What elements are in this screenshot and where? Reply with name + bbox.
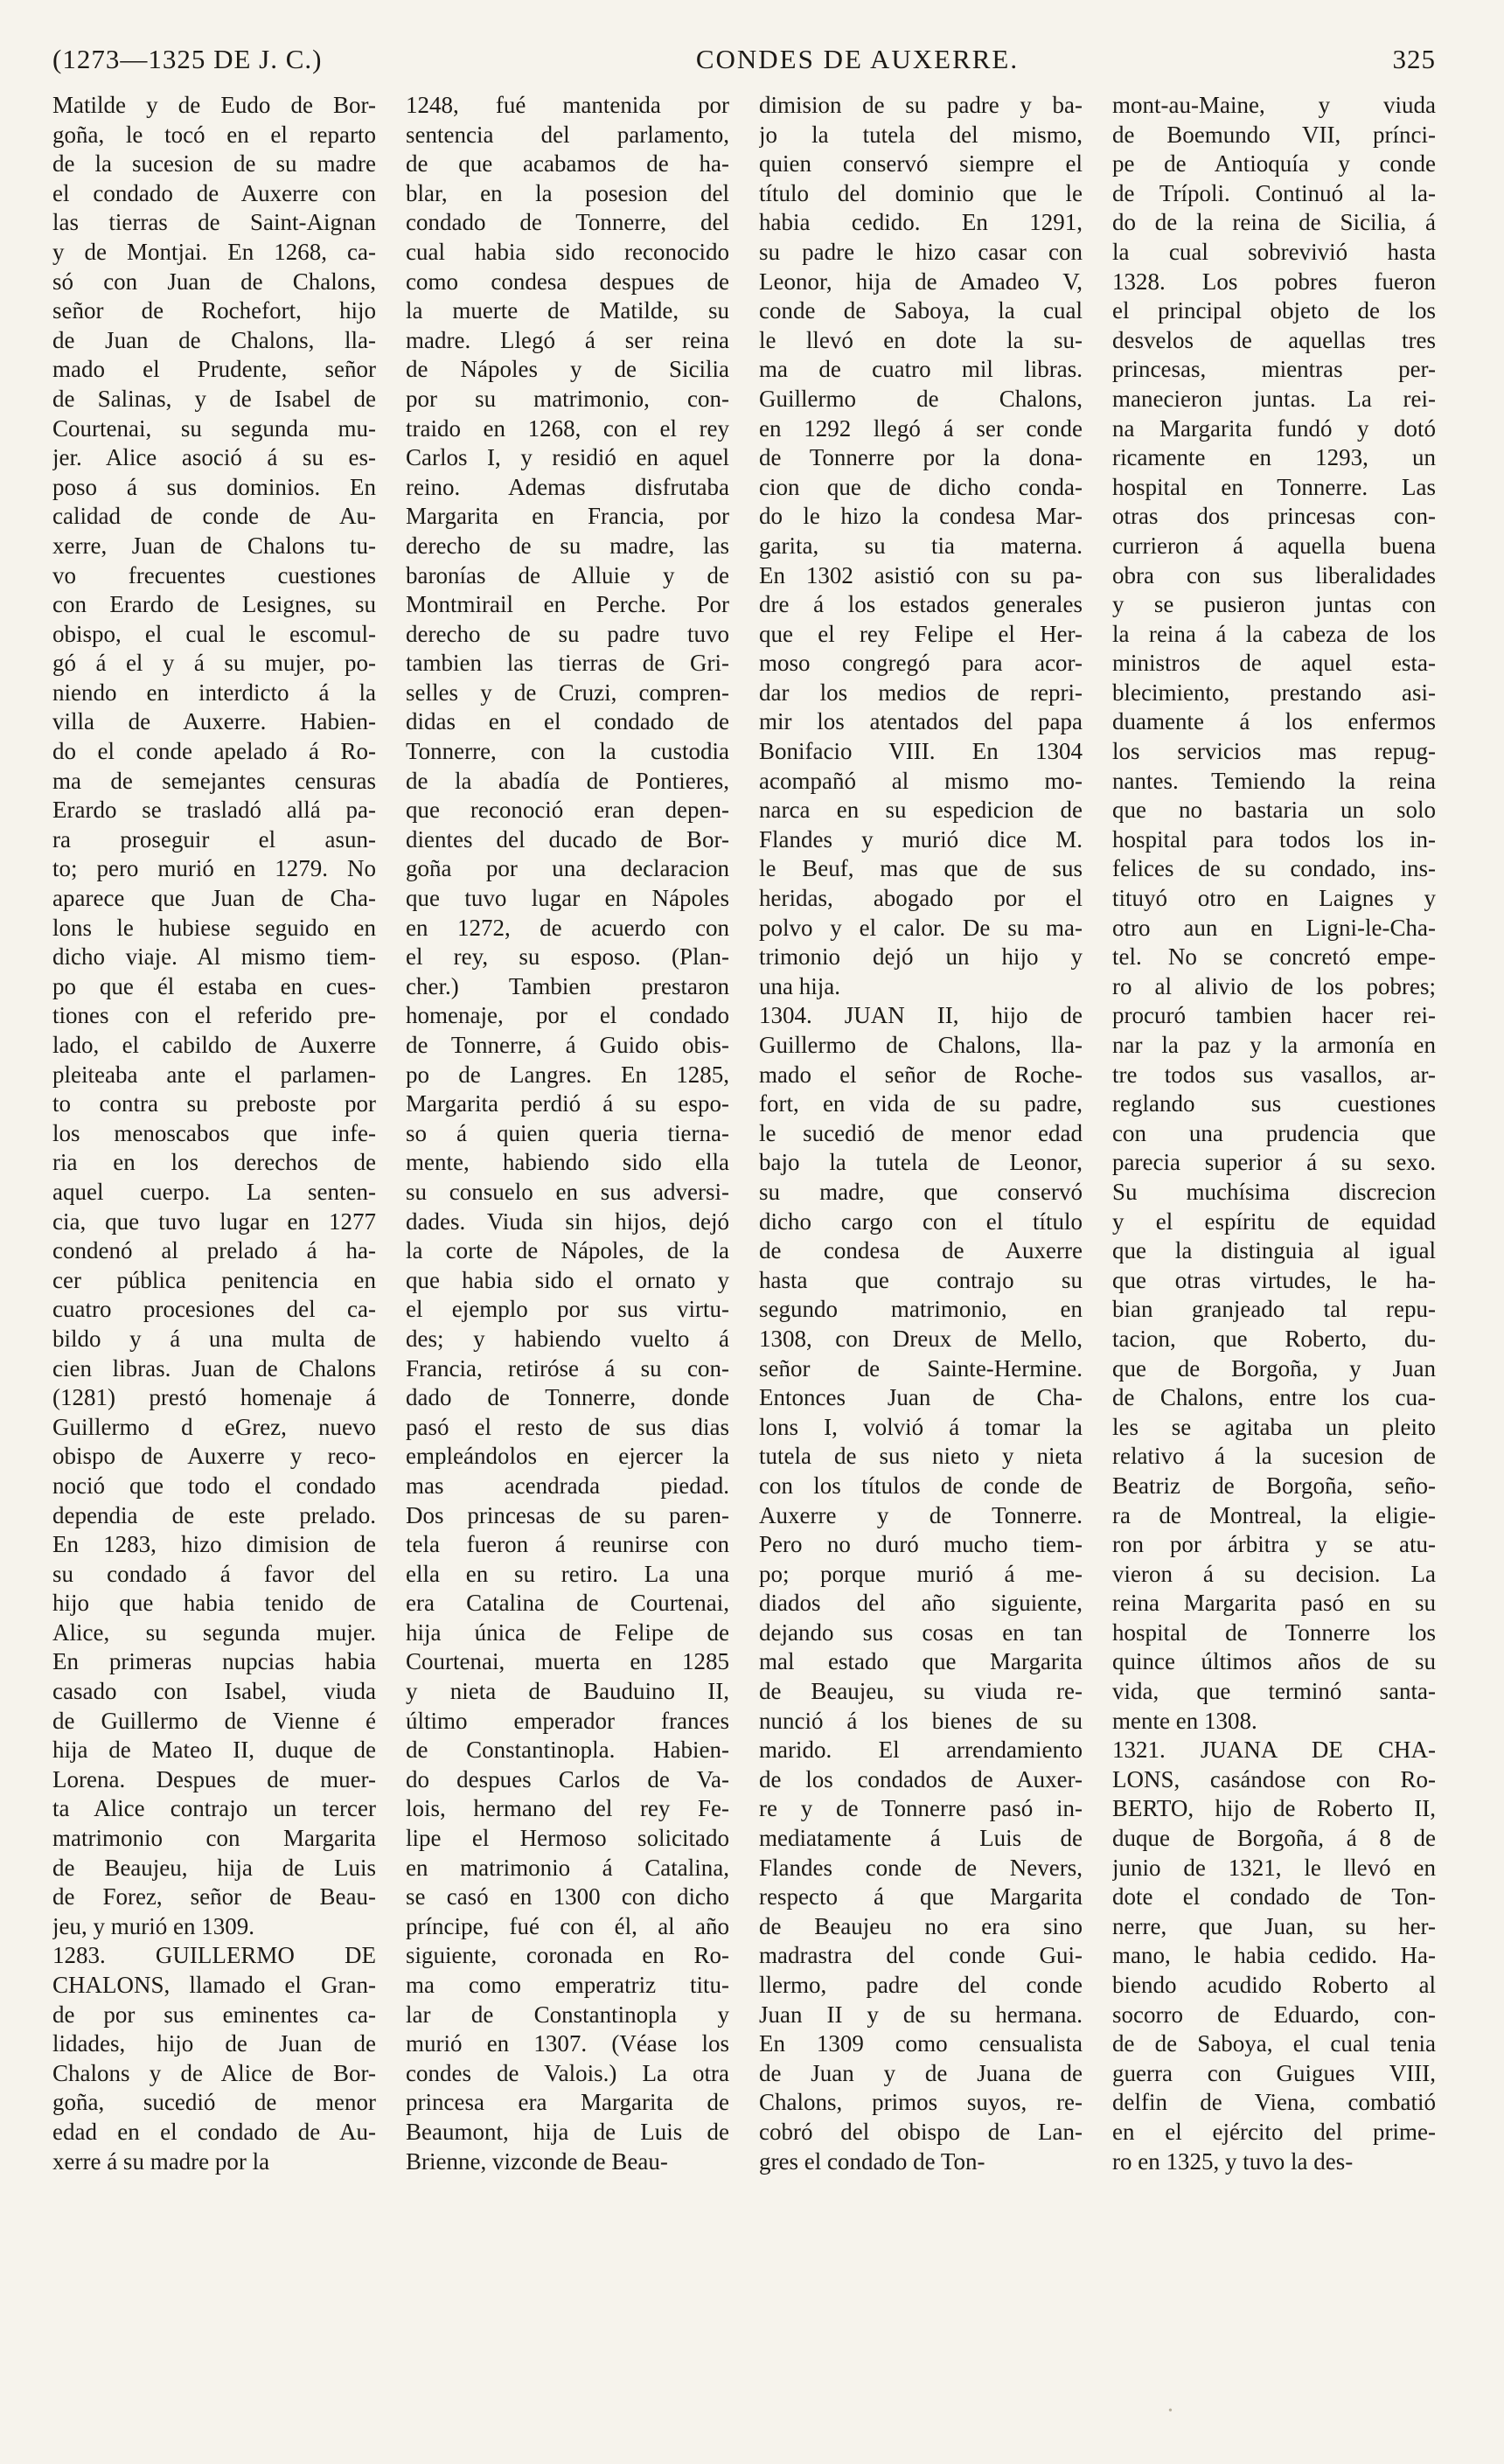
text-line: matrimonio con Margarita [52, 1825, 376, 1852]
text-line: reglando sus cuestiones [1112, 1090, 1436, 1117]
text-line: hija de Mateo II, duque de [52, 1737, 376, 1764]
text-line: to contra su preboste por [52, 1090, 376, 1117]
header-title: CONDES DE AUXERRE. [695, 44, 1020, 74]
text-line: otro aun en Ligni-le-Cha- [1112, 914, 1436, 941]
text-line: le Beuf, mas que de sus [759, 855, 1083, 882]
text-line: hospital para todos los in- [1112, 825, 1436, 853]
text-line: felices de su condado, ins- [1112, 855, 1436, 882]
text-line: las tierras de Saint-Aignan [52, 209, 376, 236]
text-line: Margarita en Francia, por [406, 503, 729, 530]
text-column-2 [406, 91, 729, 2417]
text-line: calidad de conde de Au- [52, 503, 376, 530]
text-line: dades. Viuda sin hijos, dejó [406, 1208, 729, 1235]
text-line: jer. Alice asoció á su es- [52, 444, 376, 471]
text-line: ro en 1325, y tuvo la des- [1112, 2147, 1354, 2175]
text-line: nerre, que Juan, su her- [1112, 1912, 1436, 1939]
text-line: mediatamente á Luis de [759, 1825, 1083, 1852]
text-line: acompañó al mismo mo- [759, 767, 1083, 794]
text-line: y nieta de Bauduino II, [406, 1678, 729, 1705]
text-line: pleiteaba ante el parlamen- [52, 1061, 376, 1088]
text-line: vida, que terminó santa- [1112, 1678, 1436, 1705]
text-line: 1283. GUILLERMO DE [52, 1942, 376, 1969]
text-line: do le hizo la condesa Mar- [759, 503, 1083, 530]
text-line: lons I, volvió á tomar la [759, 1413, 1083, 1440]
text-line: jeu, y murió en 1309. [52, 1912, 254, 1939]
text-line: lar de Constantinopla y [406, 2001, 729, 2028]
text-line: de por sus eminentes ca- [52, 2001, 376, 2028]
text-line: de Tonnerre, á Guido obis- [406, 1032, 729, 1058]
text-line: de Juan de Chalons, lla- [52, 326, 376, 353]
text-line: mano, le habia cedido. Ha- [1112, 1942, 1436, 1969]
text-line: en 1272, de acuerdo con [406, 914, 729, 941]
text-line: tiones con el referido pre- [52, 1002, 376, 1029]
text-line: Chalons y de Alice de Bor- [52, 2059, 376, 2086]
text-line: como condesa despues de [406, 268, 729, 295]
text-line: con los títulos de conde de [759, 1472, 1083, 1499]
text-line: mas acendrada piedad. [406, 1472, 729, 1499]
text-line: princesa era Margarita de [406, 2089, 729, 2116]
text-line: habia cedido. En 1291, [759, 209, 1083, 236]
text-line: que tuvo lugar en Nápoles [406, 885, 729, 912]
text-line: (1281) prestó homenaje á [52, 1384, 376, 1411]
text-line: y de Montjai. En 1268, ca- [52, 238, 376, 265]
text-line: En primeras nupcias habia [52, 1648, 376, 1675]
text-line: poso á sus dominios. En [52, 473, 376, 500]
text-line: CHALONS, llamado el Gran- [52, 1972, 376, 1998]
text-line: ricamente en 1293, un [1112, 444, 1436, 471]
text-line: blecimiento, prestando asi- [1112, 679, 1436, 706]
text-line: con Erardo de Lesignes, su [52, 591, 376, 618]
text-line: goña por una declaracion [406, 855, 729, 882]
text-line: diados del año siguiente, [759, 1590, 1083, 1617]
text-line: ra proseguir el asun- [52, 825, 376, 853]
text-line: gó á el y á su mujer, po- [52, 650, 376, 677]
text-line: el principal objeto de los [1112, 297, 1436, 324]
text-line: dar los medios de repri- [759, 679, 1083, 706]
text-line: ella en su retiro. La una [406, 1560, 729, 1587]
text-line: ron por árbitra y se atu- [1112, 1531, 1436, 1558]
text-line: narca en su espedicion de [759, 797, 1083, 824]
text-line: En 1302 asistió con su pa- [759, 561, 1083, 588]
text-line: conde de Saboya, la cual [759, 297, 1083, 324]
text-line: Auxerre y de Tonnerre. [759, 1501, 1083, 1528]
text-line: vieron á su decision. La [1112, 1560, 1436, 1587]
text-line: fort, en vida de su padre, [759, 1090, 1083, 1117]
text-line: era Catalina de Courtenai, [406, 1590, 729, 1617]
text-line: marido. El arrendamiento [759, 1737, 1083, 1764]
text-line: Chalons, primos suyos, re- [759, 2089, 1083, 2116]
text-line: Entonces Juan de Cha- [759, 1384, 1083, 1411]
text-line: pasó el resto de sus dias [406, 1413, 729, 1440]
text-line: le sucedió de menor edad [759, 1119, 1083, 1146]
text-line: ta Alice contrajo un tercer [52, 1795, 376, 1822]
text-line: xerre, Juan de Chalons tu- [52, 532, 376, 559]
text-line: ministros de aquel esta- [1112, 650, 1436, 677]
text-line: Juan II y de su hermana. [759, 2001, 1083, 2028]
text-line: una hija. [759, 972, 840, 999]
text-line: que no bastaria un solo [1112, 797, 1436, 824]
text-line: en 1292 llegó á ser conde [759, 414, 1083, 442]
text-line: po; porque murió á me- [759, 1560, 1083, 1587]
text-line: y se pusieron juntas con [1112, 591, 1436, 618]
text-line: dimision de su padre y ba- [759, 92, 1083, 118]
text-line: mal estado que Margarita [759, 1648, 1083, 1675]
text-line: siguiente, coronada en Ro- [406, 1942, 729, 1969]
text-line: de la abadía de Pontieres, [406, 767, 729, 794]
text-line: 1328. Los pobres fueron [1112, 268, 1436, 295]
text-line: dre á los estados generales [759, 591, 1083, 618]
text-line: nar la paz y la armonía en [1112, 1032, 1436, 1058]
text-line: noció que todo el condado [52, 1472, 376, 1499]
text-line: delfin de Viena, combatió [1112, 2089, 1436, 2116]
text-line: moso congregó para acor- [759, 650, 1083, 677]
text-line: procuró tambien hacer rei- [1112, 1002, 1436, 1029]
text-line: guerra con Guigues VIII, [1112, 2059, 1436, 2086]
text-line: selles y de Cruzi, compren- [406, 679, 729, 706]
text-line: que de Borgoña, y Juan [1112, 1354, 1436, 1382]
text-line: só con Juan de Chalons, [52, 268, 376, 295]
text-line: to; pero murió en 1279. No [52, 855, 376, 882]
text-line: tela fueron á reunirse con [406, 1531, 729, 1558]
text-line: Carlos I, y residió en aquel [406, 444, 729, 471]
text-line: duamente á los enfermos [1112, 708, 1436, 735]
text-line: biendo acudido Roberto al [1112, 1972, 1436, 1998]
text-line: Margarita perdió á su espo- [406, 1090, 729, 1117]
text-line: BERTO, hijo de Roberto II, [1112, 1795, 1436, 1822]
text-line: de Guillermo de Vienne é [52, 1707, 376, 1734]
text-line: lado, el cabildo de Auxerre [52, 1032, 376, 1058]
text-line: de Chalons, entre los cua- [1112, 1384, 1436, 1411]
text-line: de los condados de Auxer- [759, 1765, 1083, 1792]
text-line: nunció á los bienes de su [759, 1707, 1083, 1734]
text-line: homenaje, por el condado [406, 1002, 729, 1029]
text-line: Pero no duró mucho tiem- [759, 1531, 1083, 1558]
text-line: Beaumont, hija de Luis de [406, 2118, 729, 2145]
text-line: su padre le hizo casar con [759, 238, 1083, 265]
text-line: mado el señor de Roche- [759, 1061, 1083, 1088]
text-line: Leonor, hija de Amadeo V, [759, 268, 1083, 295]
text-line: cia, que tuvo lugar en 1277 [52, 1208, 376, 1235]
text-line: jo la tutela del mismo, [759, 121, 1083, 148]
text-line: tambien las tierras de Gri- [406, 650, 729, 677]
text-line: murió en 1307. (Véase los [406, 2030, 729, 2057]
text-line: nantes. Temiendo la reina [1112, 767, 1436, 794]
text-line: edad en el condado de Au- [52, 2118, 376, 2145]
text-line: hospital en Tonnerre. Las [1112, 473, 1436, 500]
text-line: de que acabamos de ha- [406, 150, 729, 177]
text-line: señor de Rochefort, hijo [52, 297, 376, 324]
text-column-4 [1112, 91, 1436, 2417]
text-line: de Tonnerre por la dona- [759, 444, 1083, 471]
text-line: la muerte de Matilde, su [406, 297, 729, 324]
text-line: de Beaujeu, hija de Luis [52, 1854, 376, 1881]
text-line: heridas, abogado por el [759, 885, 1083, 912]
text-line: En 1283, hizo dimision de [52, 1531, 376, 1558]
text-line: Bonifacio VIII. En 1304 [759, 738, 1083, 765]
text-line: la cual sobrevivió hasta [1112, 238, 1436, 265]
text-line: les se agitaba un pleito [1112, 1413, 1436, 1440]
text-line: obispo de Auxerre y reco- [52, 1443, 376, 1470]
text-line: pe de Antioquía y conde [1112, 150, 1436, 177]
text-line: re y de Tonnerre pasó in- [759, 1795, 1083, 1822]
text-line: cion que de dicho conda- [759, 473, 1083, 500]
text-line: 1321. JUANA DE CHA- [1112, 1737, 1436, 1764]
text-line: Dos princesas de su paren- [406, 1501, 729, 1528]
text-line: do despues Carlos de Va- [406, 1765, 729, 1792]
text-line: po de Langres. En 1285, [406, 1061, 729, 1088]
text-line: des; y habiendo vuelto á [406, 1325, 729, 1352]
text-line: el condado de Auxerre con [52, 179, 376, 206]
text-line: so á quien queria tierna- [406, 1119, 729, 1146]
text-line: Beatriz de Borgoña, seño- [1112, 1472, 1436, 1499]
text-line: Brienne, vizconde de Beau- [406, 2147, 668, 2175]
text-line: que habia sido el ornato y [406, 1266, 729, 1293]
text-line: bajo la tutela de Leonor, [759, 1149, 1083, 1176]
text-line: aparece que Juan de Cha- [52, 885, 376, 912]
text-line: condado de Tonnerre, del [406, 209, 729, 236]
text-line: el rey, su esposo. (Plan- [406, 943, 729, 971]
text-line: manecieron juntas. La rei- [1112, 385, 1436, 412]
text-line: de de Saboya, el cual tenia [1112, 2030, 1436, 2057]
text-line: dejando sus cosas en tan [759, 1618, 1083, 1646]
text-line: de Beaujeu no era sino [759, 1912, 1083, 1939]
text-line: Flandes y murió dice M. [759, 825, 1083, 853]
header-date-range: (1273—1325 DE J. C.) [52, 44, 323, 74]
text-line: currieron á aquella buena [1112, 532, 1436, 559]
text-line: Guillermo de Chalons, lla- [759, 1032, 1083, 1058]
text-line: que reconoció eran depen- [406, 797, 729, 824]
text-line: 1248, fué mantenida por [406, 92, 729, 118]
text-line: baronías de Alluie y de [406, 561, 729, 588]
text-line: madre. Llegó á ser reina [406, 326, 729, 353]
text-line: cuatro procesiones del ca- [52, 1296, 376, 1323]
text-line: cher.) Tambien prestaron [406, 972, 729, 999]
text-line: na Margarita fundó y dotó [1112, 414, 1436, 442]
text-line: obispo, el cual le escomul- [52, 620, 376, 647]
text-line: los servicios mas repug- [1112, 738, 1436, 765]
text-columns [52, 91, 1436, 2417]
text-line: obra con sus liberalidades [1112, 561, 1436, 588]
text-line: madrastra del conde Gui- [759, 1942, 1083, 1969]
text-line: cobró del obispo de Lan- [759, 2118, 1083, 2145]
text-line: cer pública penitencia en [52, 1266, 376, 1293]
print-speck-ornament: • [1168, 2405, 1173, 2418]
text-line: quince últimos años de su [1112, 1648, 1436, 1675]
text-line: derecho de su padre tuvo [406, 620, 729, 647]
text-line: bian granjeado tal repu- [1112, 1296, 1436, 1323]
running-header [52, 44, 1436, 82]
text-line: que la distinguia al igual [1112, 1237, 1436, 1264]
text-line: ma de cuatro mil libras. [759, 356, 1083, 383]
text-line: segundo matrimonio, en [759, 1296, 1083, 1323]
text-line: señor de Sainte-Hermine. [759, 1354, 1083, 1382]
text-line: villa de Auxerre. Habien- [52, 708, 376, 735]
text-line: le llevó en dote la su- [759, 326, 1083, 353]
text-line: tituyó otro en Laignes y [1112, 885, 1436, 912]
text-line: de Salinas, y de Isabel de [52, 385, 376, 412]
text-line: lipe el Hermoso solicitado [406, 1825, 729, 1852]
text-line: mont-au-Maine, y viuda [1112, 92, 1436, 118]
text-line: tre todos sus vasallos, ar- [1112, 1061, 1436, 1088]
text-line: reino. Ademas disfrutaba [406, 473, 729, 500]
text-line: traido en 1268, con el rey [406, 414, 729, 442]
text-line: sentencia del parlamento, [406, 121, 729, 148]
text-line: hija única de Felipe de [406, 1618, 729, 1646]
text-line: de condesa de Auxerre [759, 1237, 1083, 1264]
text-line: el ejemplo por sus virtu- [406, 1296, 729, 1323]
text-line: duque de Borgoña, á 8 de [1112, 1825, 1436, 1852]
text-line: 1308, con Dreux de Mello, [759, 1325, 1083, 1352]
text-line: ria en los derechos de [52, 1149, 376, 1176]
text-line: y el espíritu de equidad [1112, 1208, 1436, 1235]
text-line: Lorena. Despues de muer- [52, 1765, 376, 1792]
text-line: de Beaujeu, su viuda re- [759, 1678, 1083, 1705]
text-line: cien libras. Juan de Chalons [52, 1354, 376, 1382]
text-line: dicho cargo con el título [759, 1208, 1083, 1235]
text-line: dado de Tonnerre, donde [406, 1384, 729, 1411]
text-line: En 1309 como censualista [759, 2030, 1083, 2057]
text-column-3 [759, 91, 1083, 2417]
text-line: vo frecuentes cuestiones [52, 561, 376, 588]
text-line: empleándolos en ejercer la [406, 1443, 729, 1470]
text-line: desvelos de aquellas tres [1112, 326, 1436, 353]
text-line: LONS, casándose con Ro- [1112, 1765, 1436, 1792]
text-line: de Trípoli. Continuó al la- [1112, 179, 1436, 206]
text-line: que el rey Felipe el Her- [759, 620, 1083, 647]
text-line: título del dominio que le [759, 179, 1083, 206]
text-line: su consuelo en sus adversi- [406, 1178, 729, 1205]
text-line: blar, en la posesion del [406, 179, 729, 206]
text-line: último emperador frances [406, 1707, 729, 1734]
text-line: po que él estaba en cues- [52, 972, 376, 999]
text-line: trimonio dejó un hijo y [759, 943, 1083, 971]
text-line: lons le hubiese seguido en [52, 914, 376, 941]
text-line: hijo que habia tenido de [52, 1590, 376, 1617]
text-line: condenó al prelado á ha- [52, 1237, 376, 1264]
text-line: de la sucesion de su madre [52, 150, 376, 177]
text-line: Guillermo d eGrez, nuevo [52, 1413, 376, 1440]
text-line: respecto á que Margarita [759, 1883, 1083, 1911]
text-line: polvo y el calor. De su ma- [759, 914, 1083, 941]
text-line: su condado á favor del [52, 1560, 376, 1587]
text-line: derecho de su madre, las [406, 532, 729, 559]
text-line: de Boemundo VII, prínci- [1112, 121, 1436, 148]
text-line: tacion, que Roberto, du- [1112, 1325, 1436, 1352]
text-line: lidades, hijo de Juan de [52, 2030, 376, 2057]
text-line: mente en 1308. [1112, 1707, 1257, 1734]
text-line: mir los atentados del papa [759, 708, 1083, 735]
text-line: princesas, mientras per- [1112, 356, 1436, 383]
text-line: Alice, su segunda mujer. [52, 1618, 376, 1646]
text-column-1 [52, 91, 376, 2417]
text-line: Montmirail en Perche. Por [406, 591, 729, 618]
text-line: junio de 1321, le llevó en [1112, 1854, 1436, 1881]
text-line: Tonnerre, con la custodia [406, 738, 729, 765]
text-line: lois, hermano del rey Fe- [406, 1795, 729, 1822]
text-line: tel. No se concretó empe- [1112, 943, 1436, 971]
page-number: 325 [1392, 44, 1436, 74]
text-line: do el conde apelado á Ro- [52, 738, 376, 765]
text-line: se casó en 1300 con dicho [406, 1883, 729, 1911]
text-line: Su muchísima discrecion [1112, 1178, 1436, 1205]
text-line: Francia, retiróse á su con- [406, 1354, 729, 1382]
text-line: ra de Montreal, la eligie- [1112, 1501, 1436, 1528]
text-line: hasta que contrajo su [759, 1266, 1083, 1293]
text-line: con una prudencia que [1112, 1119, 1436, 1146]
text-line: casado con Isabel, viuda [52, 1678, 376, 1705]
text-line: quien conservó siempre el [759, 150, 1083, 177]
text-line: Matilde y de Eudo de Bor- [52, 92, 376, 118]
text-line: dependia de este prelado. [52, 1501, 376, 1528]
text-line: tutela de sus nieto y nieta [759, 1443, 1083, 1470]
text-line: bildo y á una multa de [52, 1325, 376, 1352]
text-line: do de la reina de Sicilia, á [1112, 209, 1436, 236]
text-line: de Forez, señor de Beau- [52, 1883, 376, 1911]
text-line: gres el condado de Ton- [759, 2147, 985, 2175]
text-line: mente, habiendo sido ella [406, 1149, 729, 1176]
text-line: los menoscabos que infe- [52, 1119, 376, 1146]
text-line: la corte de Nápoles, de la [406, 1237, 729, 1264]
text-line: cual habia sido reconocido [406, 238, 729, 265]
text-line: Courtenai, muerta en 1285 [406, 1648, 729, 1675]
text-line: ro al alivio de los pobres; [1112, 972, 1436, 999]
text-line: mado el Prudente, señor [52, 356, 376, 383]
text-line: otras dos princesas con- [1112, 503, 1436, 530]
text-line: la reina á la cabeza de los [1112, 620, 1436, 647]
text-line: socorro de Eduardo, con- [1112, 2001, 1436, 2028]
text-line: ma como emperatriz titu- [406, 1972, 729, 1998]
text-line: goña, sucedió de menor [52, 2089, 376, 2116]
text-line: aquel cuerpo. La senten- [52, 1178, 376, 1205]
text-line: ma de semejantes censuras [52, 767, 376, 794]
text-line: que otras virtudes, le ha- [1112, 1266, 1436, 1293]
text-line: su madre, que conservó [759, 1178, 1083, 1205]
text-line: 1304. JUAN II, hijo de [759, 1002, 1083, 1029]
text-line: de Constantinopla. Habien- [406, 1737, 729, 1764]
text-line: xerre á su madre por la [52, 2147, 270, 2175]
text-line: príncipe, fué con él, al año [406, 1912, 729, 1939]
text-line: llermo, padre del conde [759, 1972, 1083, 1998]
text-line: goña, le tocó en el reparto [52, 121, 376, 148]
text-line: relativo á la sucesion de [1112, 1443, 1436, 1470]
text-line: parecia superior á su sexo. [1112, 1149, 1436, 1176]
text-line: por su matrimonio, con- [406, 385, 729, 412]
text-line: condes de Valois.) La otra [406, 2059, 729, 2086]
text-line: didas en el condado de [406, 708, 729, 735]
text-line: Guillermo de Chalons, [759, 385, 1083, 412]
text-line: de Nápoles y de Sicilia [406, 356, 729, 383]
text-line: dote el condado de Ton- [1112, 1883, 1436, 1911]
text-line: garita, su tia materna. [759, 532, 1083, 559]
text-line: reina Margarita pasó en su [1112, 1590, 1436, 1617]
text-line: dientes del ducado de Bor- [406, 825, 729, 853]
text-line: Courtenai, su segunda mu- [52, 414, 376, 442]
text-line: en el ejército del prime- [1112, 2118, 1436, 2145]
text-line: Flandes conde de Nevers, [759, 1854, 1083, 1881]
text-line: Erardo se trasladó allá pa- [52, 797, 376, 824]
text-line: en matrimonio á Catalina, [406, 1854, 729, 1881]
text-line: de Juan y de Juana de [759, 2059, 1083, 2086]
text-line: dicho viaje. Al mismo tiem- [52, 943, 376, 971]
text-line: niendo en interdicto á la [52, 679, 376, 706]
text-line: hospital de Tonnerre los [1112, 1618, 1436, 1646]
